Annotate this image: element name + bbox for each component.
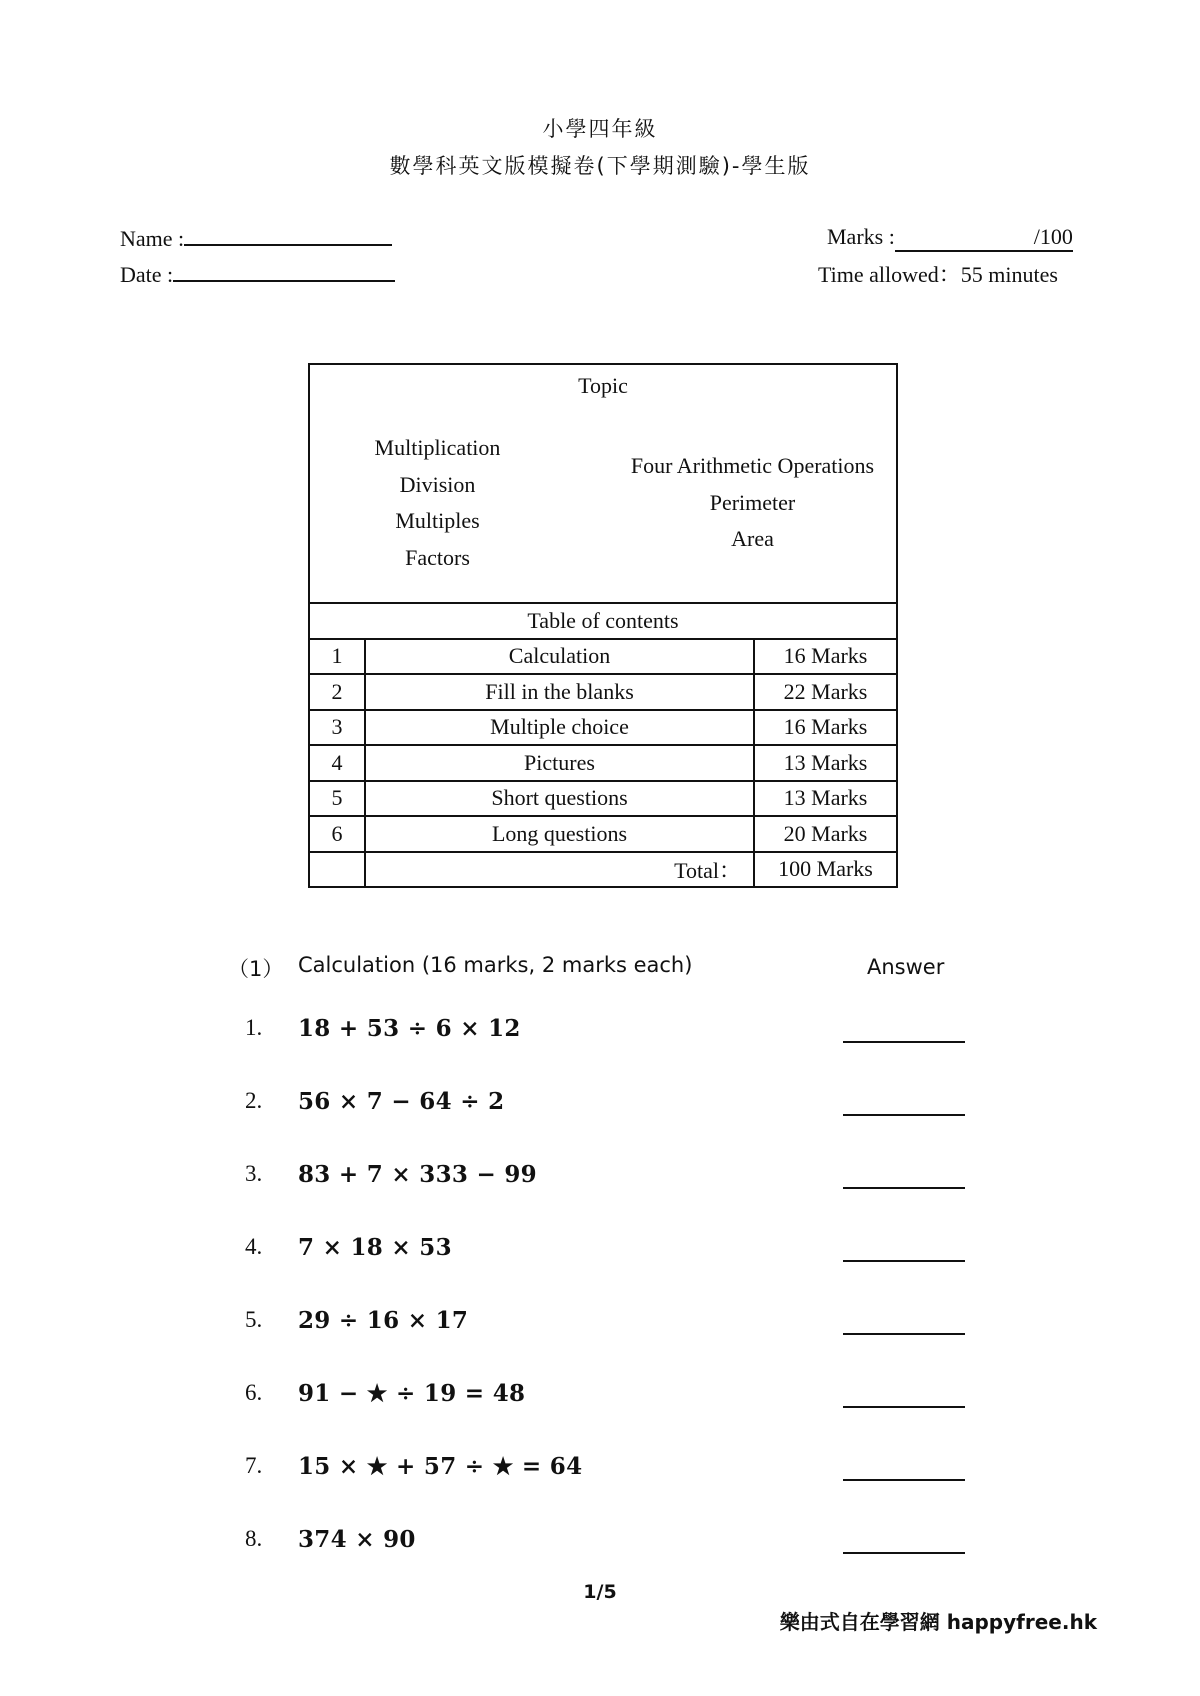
question-number: 5. bbox=[245, 1307, 263, 1332]
question-expression: 29 ÷ 16 × 17 bbox=[298, 1307, 469, 1334]
question-number: 3. bbox=[245, 1161, 263, 1186]
marks-label: Marks : bbox=[827, 224, 895, 249]
question-expression: 18 + 53 ÷ 6 × 12 bbox=[298, 1015, 521, 1042]
topic-left-list bbox=[350, 430, 525, 576]
topic-item: Four Arithmetic Operations bbox=[630, 453, 875, 478]
question-number: 2. bbox=[245, 1088, 263, 1113]
question-expression: 7 × 18 × 53 bbox=[298, 1234, 452, 1261]
table-row bbox=[309, 745, 897, 781]
answer-blank[interactable] bbox=[843, 1187, 965, 1189]
marks-total: /100 bbox=[1033, 224, 1073, 249]
contents-heading: Table of contents bbox=[309, 603, 897, 639]
site-credit: 樂由式自在學習網 happyfree.hk bbox=[779, 1610, 1097, 1634]
question-expression: 374 × 90 bbox=[298, 1526, 416, 1553]
section-name: Multiple choice bbox=[365, 710, 754, 746]
date-field bbox=[120, 260, 395, 288]
section-marks: 16 Marks bbox=[754, 639, 897, 675]
name-label: Name : bbox=[120, 226, 185, 251]
section-number: 4 bbox=[309, 745, 365, 781]
question-number: 6. bbox=[245, 1380, 263, 1405]
topic-heading: Topic bbox=[578, 373, 628, 398]
section-name: Fill in the blanks bbox=[365, 674, 754, 710]
question-number: 8. bbox=[245, 1526, 263, 1551]
section-marks: 13 Marks bbox=[754, 781, 897, 817]
answer-blank[interactable] bbox=[843, 1114, 965, 1116]
topic-right-list bbox=[610, 448, 895, 558]
question-expression: 56 × 7 − 64 ÷ 2 bbox=[298, 1088, 505, 1115]
section-name: Calculation bbox=[365, 639, 754, 675]
topic-box bbox=[308, 363, 898, 603]
topic-item: Factors bbox=[405, 544, 470, 570]
table-row bbox=[309, 674, 897, 710]
section-marks: 13 Marks bbox=[754, 745, 897, 781]
section-title: Calculation (16 marks, 2 marks each) bbox=[298, 953, 693, 977]
paper-title: 數學科英文版模擬卷(下學期測驗)-學生版 bbox=[389, 154, 811, 178]
answer-column-label: Answer bbox=[867, 955, 945, 979]
section-marks: 16 Marks bbox=[754, 710, 897, 746]
total-marks: 100 Marks bbox=[754, 852, 897, 888]
answer-blank[interactable] bbox=[843, 1041, 965, 1043]
topic-item: Multiplication bbox=[374, 435, 501, 460]
paper-grade-title: 小學四年級 bbox=[542, 117, 658, 141]
contents-heading-row bbox=[309, 603, 897, 639]
section-marks: 22 Marks bbox=[754, 674, 897, 710]
section-marks: 20 Marks bbox=[754, 816, 897, 852]
answer-blank[interactable] bbox=[843, 1479, 965, 1481]
section-number: （1） bbox=[228, 957, 284, 981]
date-blank[interactable] bbox=[173, 260, 395, 282]
table-row bbox=[309, 639, 897, 675]
table-row bbox=[309, 781, 897, 817]
table-row bbox=[309, 710, 897, 746]
contents-table bbox=[308, 602, 898, 888]
name-field bbox=[120, 224, 392, 252]
section-number: 5 bbox=[309, 781, 365, 817]
question-number: 7. bbox=[245, 1453, 263, 1478]
question-expression: 15 × ★ + 57 ÷ ★ = 64 bbox=[298, 1453, 583, 1480]
question-expression: 83 + 7 × 333 − 99 bbox=[298, 1161, 537, 1188]
marks-field bbox=[827, 224, 1073, 252]
answer-blank[interactable] bbox=[843, 1552, 965, 1554]
question-number: 1. bbox=[245, 1015, 263, 1040]
section-name: Long questions bbox=[365, 816, 754, 852]
date-label: Date : bbox=[120, 262, 174, 287]
section-number: 1 bbox=[309, 639, 365, 675]
table-row bbox=[309, 816, 897, 852]
answer-blank[interactable] bbox=[843, 1333, 965, 1335]
page-number: 1/5 bbox=[583, 1581, 617, 1603]
section-number: 6 bbox=[309, 816, 365, 852]
answer-blank[interactable] bbox=[843, 1260, 965, 1262]
time-allowed: Time allowed：55 minutes bbox=[818, 262, 1058, 287]
section-number: 2 bbox=[309, 674, 365, 710]
marks-blank[interactable] bbox=[895, 224, 1073, 252]
topic-item: Area bbox=[731, 526, 774, 551]
section-number: 3 bbox=[309, 710, 365, 746]
answer-blank[interactable] bbox=[843, 1406, 965, 1408]
section-name: Short questions bbox=[365, 781, 754, 817]
topic-item: Perimeter bbox=[709, 489, 796, 515]
topic-item: Multiples bbox=[395, 508, 480, 533]
topic-item: Division bbox=[399, 471, 476, 497]
name-blank[interactable] bbox=[184, 224, 392, 246]
section-name: Pictures bbox=[365, 745, 754, 781]
total-empty-cell bbox=[309, 852, 365, 888]
question-number: 4. bbox=[245, 1234, 263, 1259]
question-expression: 91 − ★ ÷ 19 = 48 bbox=[298, 1380, 526, 1407]
total-label: Total： bbox=[365, 852, 754, 888]
total-row bbox=[309, 852, 897, 888]
